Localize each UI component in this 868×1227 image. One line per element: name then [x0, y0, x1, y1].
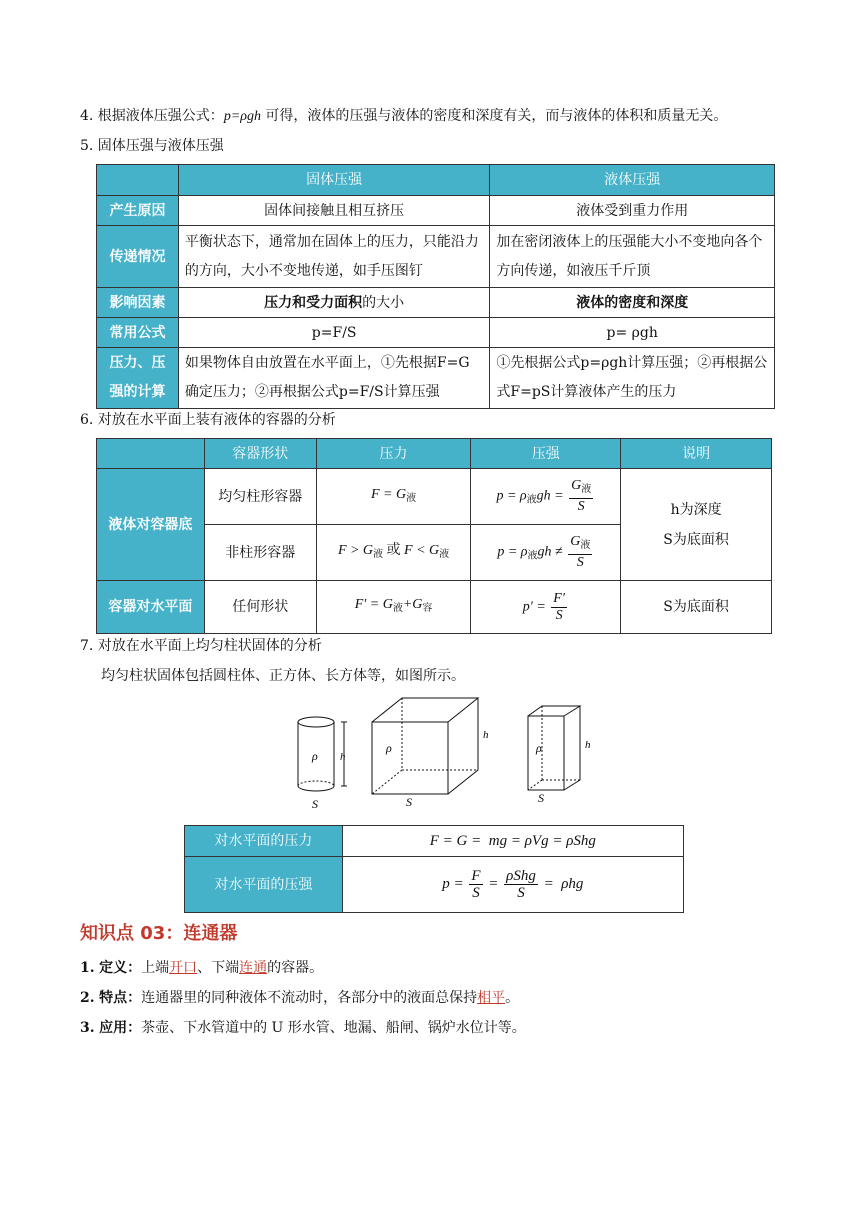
solids-figure: [290, 694, 600, 812]
sub-liquid: 液: [581, 484, 592, 495]
cell-solid-transmission: 平衡状态下，通常加在固体上的压力，只能沿力的方向，大小不变地传递，如手压图钉: [178, 226, 490, 288]
cell-force-container: $F' = G_液+G_容$: [316, 581, 471, 634]
row-label-container-floor: 容器对水平面: [97, 581, 205, 634]
note-area: S为底面积: [663, 531, 729, 548]
cell-solid-pressure-formula: p = $\frac{F}{S}$ = $\frac{\text{ρShg}}{S}$ = ρhg: [342, 857, 683, 913]
table6-header-shape: 容器形状: [204, 439, 316, 469]
app-text: 茶壶、下水管道中的 U 形水管、地漏、船闸、锅炉水位计等。: [141, 1020, 526, 1036]
feat-label: 特点：: [99, 990, 142, 1006]
item4-prefix: 4. 根据液体压强公式：: [80, 108, 224, 124]
row-label-solid-pressure: 对水平面的压强: [185, 857, 343, 913]
solid-factors-bold: 压力和受力面积: [264, 294, 363, 311]
cell-liquid-cause: 液体受到重力作用: [490, 196, 775, 226]
sub-liquid: 液: [439, 548, 450, 560]
cell-note-area: S为底面积: [621, 581, 772, 634]
sub-liquid: 液: [580, 540, 591, 551]
cell-note-depth-area: [621, 469, 772, 581]
table6-corner: [97, 439, 205, 469]
app-num: 3.: [80, 1020, 95, 1036]
item4-line: [80, 106, 727, 127]
cell-liquid-formula: p= ρgh: [490, 318, 775, 348]
cell-shape-any: 任何形状: [204, 581, 316, 634]
cell-liquid-calc: ①先根据公式p=ρgh计算压强；②再根据公式F=pS计算液体产生的压力: [490, 348, 775, 409]
table6-header-note: 说明: [621, 439, 772, 469]
section03-heading: 知识点 03：连通器: [80, 923, 238, 944]
or-text: 或: [386, 542, 401, 558]
calc-label-line2: 强的计算: [109, 384, 166, 400]
sub-liquid: 液: [527, 550, 538, 562]
table5-header-liquid: 液体压强: [490, 165, 775, 196]
table6-header-pressure: 压强: [471, 439, 621, 469]
app-label: 应用：: [99, 1020, 142, 1036]
table5-corner: [97, 165, 179, 196]
solid-liquid-table: [96, 164, 775, 409]
item7-title: 7. 对放在水平面上均匀柱状固体的分析: [80, 638, 322, 654]
container-table: [96, 438, 772, 634]
feat-text1: 连通器里的同种液体不流动时，各部分中的液面总保持: [141, 990, 478, 1006]
sub-liquid: 液: [406, 492, 417, 504]
cylinder-rho: ρ: [312, 749, 318, 763]
sub-liquid: 液: [526, 494, 537, 506]
cell-solid-factors: [178, 288, 490, 318]
cell-force-uniform: $F = G_液$: [316, 469, 471, 525]
cell-liquid-factors: 液体的密度和深度: [490, 288, 775, 318]
table6-header-force: 压力: [316, 439, 471, 469]
def-text3: 的容器。: [267, 960, 324, 976]
def-num: 1.: [80, 960, 95, 976]
cell-pressure-container: p′ = $\frac{F'}{S}$: [471, 581, 621, 634]
cell-shape-uniform: 均匀柱形容器: [204, 469, 316, 525]
item4-suffix: 可得，液体的压强与液体的密度和深度有关，而与液体的体积和质量无关。: [260, 108, 728, 124]
cube-S: S: [406, 795, 412, 809]
row-label-liquid-bottom: 液体对容器底: [97, 469, 205, 581]
cuboid-S: S: [538, 791, 544, 805]
sub-liquid: 液: [392, 603, 403, 614]
section03-application: [80, 1018, 526, 1038]
def-text1: 上端: [141, 960, 170, 976]
note-depth: h为深度: [670, 501, 722, 518]
cell-solid-force-formula: F = G = mg = ρVg = ρShg: [342, 826, 683, 857]
item5-title: 5. 固体压强与液体压强: [80, 138, 224, 154]
row-label-transmission: 传递情况: [97, 226, 179, 288]
cube-rho: ρ: [386, 741, 392, 755]
def-red1: 开口: [169, 960, 198, 976]
item4-formula: p=ρgh: [223, 109, 261, 124]
section03-definition: [80, 958, 323, 978]
item7-desc: 均匀柱状固体包括圆柱体、正方体、长方体等，如图所示。: [101, 668, 465, 684]
feat-text2: 。: [505, 990, 520, 1006]
calc-label-line1: 压力、压: [109, 355, 166, 371]
section03-feature: [80, 988, 519, 1008]
cell-liquid-transmission: 加在密闭液体上的压强能大小不变地向各个方向传递，如液压千斤顶: [490, 226, 775, 288]
cell-solid-calc: 如果物体自由放置在水平面上，①先根据F=G确定压力；②再根据公式p=F/S计算压强: [178, 348, 490, 409]
sub-container: 容: [422, 603, 433, 614]
cell-solid-cause: 固体间接触且相互挤压: [178, 196, 490, 226]
feat-red1: 相平: [477, 990, 506, 1006]
table5-header-solid: 固体压强: [178, 165, 490, 196]
cell-shape-nonuniform: 非柱形容器: [204, 525, 316, 581]
solid-factors-rest: 的大小: [362, 294, 405, 311]
cell-solid-formula: p=F/S: [178, 318, 490, 348]
row-label-factors: 影响因素: [97, 288, 179, 318]
def-red2: 连通: [239, 960, 268, 976]
row-label-cause: 产生原因: [97, 196, 179, 226]
row-label-calc: [97, 348, 179, 409]
cell-pressure-uniform: $p = \rho_液gh$ = $\frac{G_液}{S}$: [471, 469, 621, 525]
row-label-formula: 常用公式: [97, 318, 179, 348]
cell-pressure-nonuniform: $p = \rho_液gh$ ≠ $\frac{G_液}{S}$: [471, 525, 621, 581]
feat-num: 2.: [80, 990, 95, 1006]
cell-force-nonuniform: $F > G_液$ 或 $F < G_液$: [316, 525, 471, 581]
cylinder-h: h: [340, 751, 346, 763]
solid-pressure-table: [184, 825, 684, 913]
sub-liquid: 液: [373, 548, 384, 560]
cube-h: h: [483, 729, 489, 741]
cylinder-S: S: [312, 797, 318, 811]
def-text2: 、下端: [197, 960, 240, 976]
cuboid-h: h: [585, 739, 591, 751]
cuboid-rho: ρ: [536, 741, 542, 755]
def-label: 定义：: [99, 960, 142, 976]
row-label-solid-force: 对水平面的压力: [185, 826, 343, 857]
item6-title: 6. 对放在水平面上装有液体的容器的分析: [80, 412, 336, 428]
